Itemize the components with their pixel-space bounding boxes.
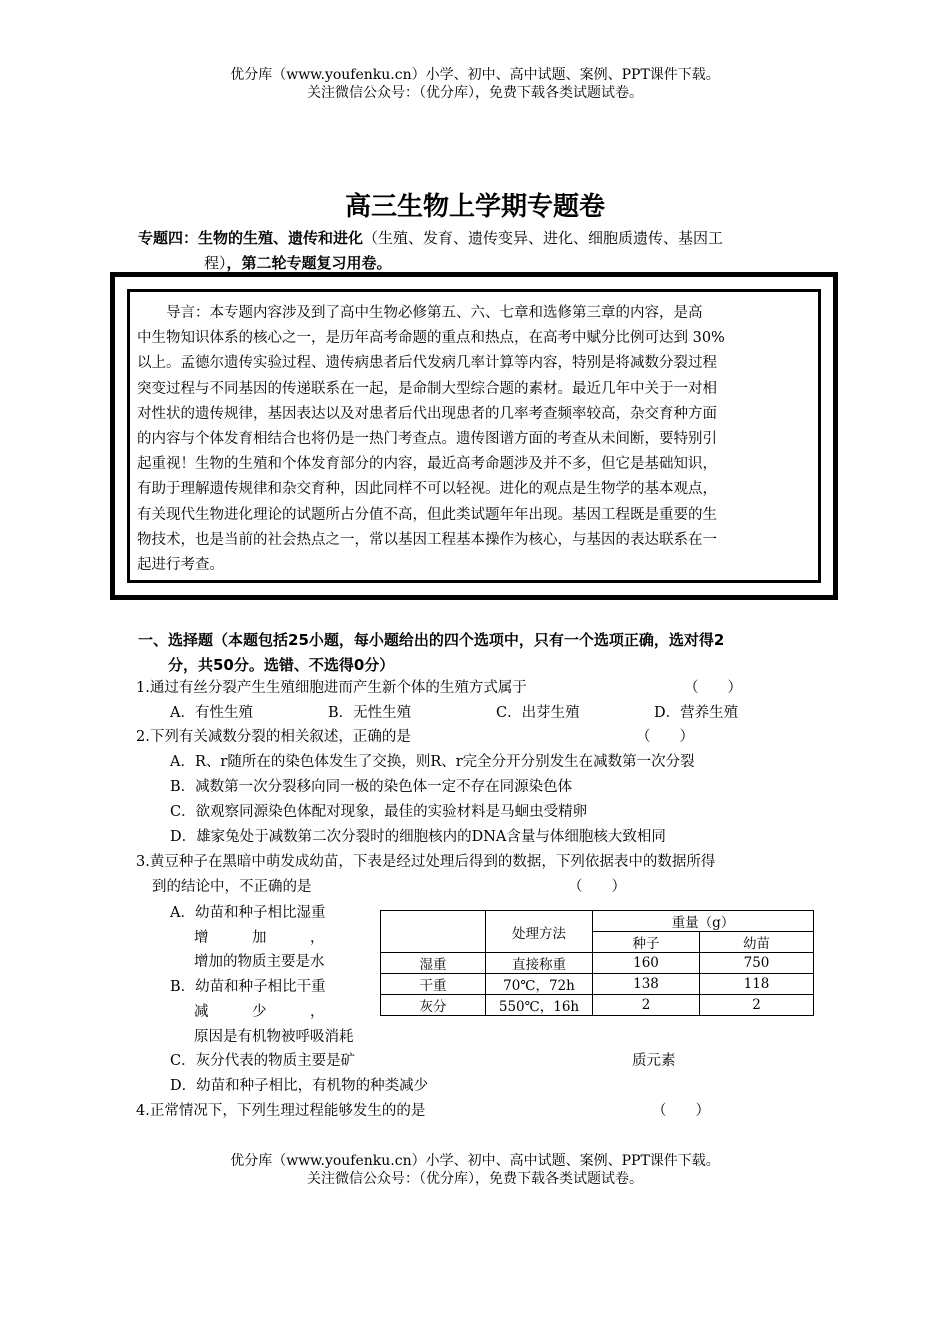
table-corner-cell (381, 911, 486, 953)
q3-data-table (380, 910, 814, 1016)
topic-bold: 专题四：生物的生殖、遗传和进化 (138, 229, 364, 247)
q3-answer-paren: （ ） (568, 879, 626, 895)
footer-line-2: 关注微信公众号：（优分库），免费下载各类试题试卷。 (307, 1171, 643, 1187)
intro-line: 对性状的遗传规律，基因表达以及对患者后代出现患者的几率考查频率较高，杂交育种方面 (137, 405, 717, 422)
page-title: 高三生物上学期专题卷 (344, 192, 605, 222)
intro-line: 起进行考查。 (137, 557, 224, 574)
q3-option-b-line-2: 减 少 ， (194, 1004, 325, 1020)
section-line-2: 分，共50分。选错、不选得0分） (168, 656, 395, 674)
topic-line (138, 226, 828, 276)
header-line-1: 优分库（www.youfenku.cn）小学、初中、高中试题、案例、PPT课件下载。 (230, 67, 720, 83)
table-cell: 干重 (381, 974, 486, 995)
table-cell: 118 (700, 974, 814, 995)
table-row (381, 995, 814, 1016)
table-cell: 2 (700, 995, 814, 1016)
q1-option-c: C．出芽生殖 (496, 705, 580, 721)
table-cell: 2 (593, 995, 700, 1016)
header-line-2: 关注微信公众号：（优分库），免费下载各类试题试卷。 (307, 85, 643, 101)
q4-stem: 4.正常情况下，下列生理过程能够发生的的是 (136, 1103, 426, 1119)
intro-line: 导言：本专题内容涉及到了高中生物必修第五、六、七章和选修第三章的内容，是高 (137, 305, 703, 321)
q1-stem: 1.通过有丝分裂产生生殖细胞进而产生新个体的生殖方式属于 (136, 680, 527, 696)
table-header-row (381, 911, 814, 932)
intro-box-outer (110, 272, 838, 600)
q2-stem: 2.下列有关减数分裂的相关叙述，正确的是 (136, 729, 411, 745)
page-footer (0, 1152, 950, 1188)
table-header-weight: 重量（g） (593, 911, 814, 932)
table-row (381, 953, 814, 974)
section-line-1: 一、选择题（本题包括25小题，每小题给出的四个选项中，只有一个选项正确，选对得2 (138, 631, 725, 649)
intro-line: 有助于理解遗传规律和杂交育种，因此同样不可以轻视。进化的观点是生物学的基本观点， (137, 481, 717, 498)
intro-line: 突变过程与不同基因的传递联系在一起，是命制大型综合题的素材。最近几年中关于一对相 (137, 380, 717, 397)
intro-line: 有关现代生物进化理论的试题所占分值不高，但此类试题年年出现。基因工程既是重要的生 (137, 506, 717, 523)
q3-option-b-line-3: 原因是有机物被呼吸消耗 (194, 1029, 354, 1045)
table-cell: 138 (593, 974, 700, 995)
intro-line: 起重视！生物的生殖和个体发育部分的内容，最近高考命题涉及并不多，但它是基础知识， (137, 456, 717, 473)
q1-answer-paren: （ ） (684, 680, 742, 696)
topic-normal: （生殖、发育、遗传变异、进化、细胞质遗传、基因工 (363, 229, 724, 247)
q2-option-d: D．雄家兔处于减数第二次分裂时的细胞核内的DNA含量与体细胞核大致相同 (170, 829, 666, 845)
q3-option-a-line-1: A．幼苗和种子相比湿重 (170, 905, 326, 921)
table-cell: 550℃，16h (486, 995, 593, 1016)
q1-option-d: D．营养生殖 (654, 705, 739, 721)
q3-option-b-line-1: B．幼苗和种子相比干重 (170, 979, 326, 995)
table-cell: 湿重 (381, 953, 486, 974)
table-header-seedling: 幼苗 (700, 932, 814, 953)
intro-line: 的内容与个体发育相结合也将仍是一热门考查点。遗传图谱方面的考查从未间断，要特别引 (137, 431, 717, 448)
page-header (0, 66, 950, 102)
table-cell: 160 (593, 953, 700, 974)
topic-bold-2: ，第二轮专题复习用卷。 (226, 254, 392, 272)
q2-option-a: A．R、r随所在的染色体发生了交换，则R、r完全分开分别发生在减数第一次分裂 (170, 754, 695, 770)
q3-option-a-line-3: 增加的物质主要是水 (194, 954, 325, 970)
table-header-method: 处理方法 (486, 911, 593, 953)
q3-option-d: D．幼苗和种子相比，有机物的种类减少 (170, 1078, 429, 1094)
q1-option-b: B．无性生殖 (328, 705, 412, 721)
table-row (381, 974, 814, 995)
topic-normal-2: 程） (204, 254, 227, 272)
table-cell: 750 (700, 953, 814, 974)
q2-option-c: C．欲观察同源染色体配对现象，最佳的实验材料是马蛔虫受精卵 (170, 804, 588, 820)
q3-option-c: C．灰分代表的物质主要是矿 (170, 1053, 356, 1069)
q3-option-a-line-2: 增 加 ， (194, 930, 325, 946)
table-cell: 灰分 (381, 995, 486, 1016)
intro-text (137, 301, 813, 578)
table-header-seed: 种子 (593, 932, 700, 953)
q1-option-a: A．有性生殖 (170, 705, 253, 721)
intro-line: 中生物知识体系的核心之一，是历年高考命题的重点和热点，在高考中赋分比例可达到 30% (137, 330, 725, 347)
table-cell: 直接称重 (486, 953, 593, 974)
table-cell: 70℃，72h (486, 974, 593, 995)
q2-option-b: B．减数第一次分裂移向同一极的染色体一定不存在同源染色体 (170, 779, 573, 795)
footer-line-1: 优分库（www.youfenku.cn）小学、初中、高中试题、案例、PPT课件下载。 (230, 1153, 720, 1169)
intro-line: 以上。孟德尔遗传实验过程、遗传病患者后代发病几率计算等内容，特别是将减数分裂过程 (137, 355, 717, 372)
q2-answer-paren: （ ） (636, 729, 694, 745)
intro-line: 物技术，也是当前的社会热点之一，常以基因工程基本操作为核心，与基因的表达联系在一 (137, 531, 717, 548)
q3-stem-line-1: 3.黄豆种子在黑暗中萌发成幼苗，下表是经过处理后得到的数据，下列依据表中的数据所得 (136, 854, 716, 870)
q3-stem-line-2: 到的结论中，不正确的是 (152, 879, 312, 895)
q4-answer-paren: （ ） (652, 1103, 710, 1119)
section-heading (138, 628, 818, 678)
q3-option-c-cont: 质元素 (632, 1053, 676, 1069)
